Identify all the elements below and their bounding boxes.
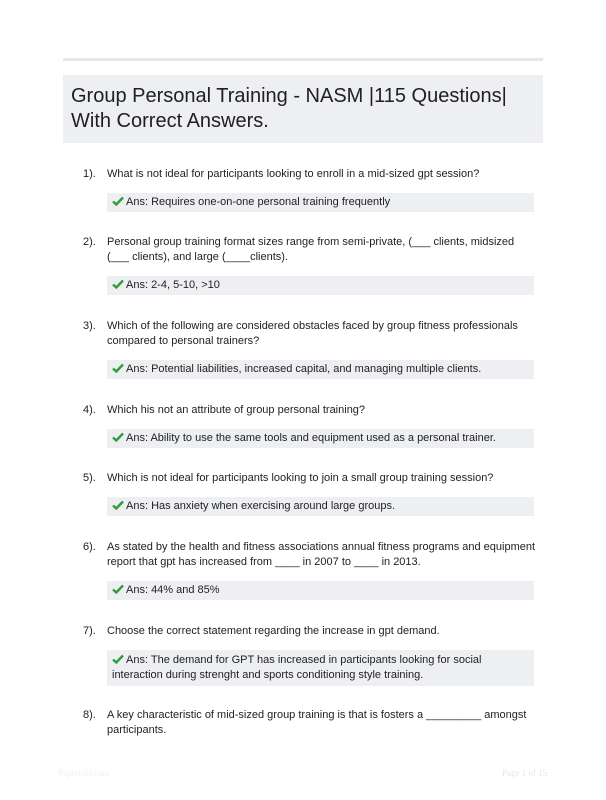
checkmark-icon bbox=[112, 363, 124, 373]
footer-site: Papertrill.com bbox=[58, 768, 110, 778]
checkmark-icon bbox=[112, 432, 124, 442]
checkmark-icon bbox=[112, 196, 124, 206]
question-number: 6). bbox=[83, 541, 96, 553]
question-text: Which of the following are considered obstacles faced by group fitness professionals compared to personal trainers? bbox=[107, 320, 518, 347]
answer-box bbox=[107, 429, 534, 448]
page-number: Page 1 of 15 bbox=[502, 768, 548, 778]
answer-box bbox=[107, 193, 534, 212]
question-number: 4). bbox=[83, 404, 96, 416]
answer-text: Ans: Has anxiety when exercising around large groups. bbox=[126, 500, 396, 512]
question-text: A key characteristic of mid-sized group training is that is fosters a _________ amongst participants. bbox=[107, 709, 527, 736]
answer-box bbox=[107, 497, 534, 516]
answer-box bbox=[107, 581, 534, 600]
answer-text: Ans: 2-4, 5-10, >10 bbox=[126, 279, 220, 291]
title-banner bbox=[63, 75, 543, 143]
answer-text: Ans: Ability to use the same tools and equipment used as a personal trainer. bbox=[126, 432, 496, 444]
question-text: Choose the correct statement regarding the increase in gpt demand. bbox=[107, 625, 440, 637]
question-number: 5). bbox=[83, 472, 96, 484]
answer-box bbox=[107, 276, 534, 295]
question-number: 7). bbox=[83, 625, 96, 637]
answer-box bbox=[107, 360, 534, 379]
top-rule bbox=[63, 58, 543, 61]
question-text: What is not ideal for participants looking to enroll in a mid-sized gpt session? bbox=[107, 168, 480, 180]
answer-text: Ans: Potential liabilities, increased capital, and managing multiple clients. bbox=[126, 363, 482, 375]
document-title: Group Personal Training - NASM |115 Questions| With Correct Answers. bbox=[71, 85, 507, 132]
answer-text: Ans: The demand for GPT has increased in participants looking for social interaction during strenght and sports conditioning style training. bbox=[112, 654, 482, 681]
checkmark-icon bbox=[112, 500, 124, 510]
question-number: 3). bbox=[83, 320, 96, 332]
question-number: 2). bbox=[83, 236, 96, 248]
answer-text: Ans: 44% and 85% bbox=[126, 584, 220, 596]
question-text: Personal group training format sizes range from semi-private, (___ clients, midsized (___ clients), and large (____clients). bbox=[107, 236, 515, 263]
checkmark-icon bbox=[112, 584, 124, 594]
question-text: Which his not an attribute of group personal training? bbox=[107, 404, 366, 416]
question-number: 1). bbox=[83, 168, 96, 180]
checkmark-icon bbox=[112, 654, 124, 664]
question-number: 8). bbox=[83, 709, 96, 721]
question-text: Which is not ideal for participants looking to join a small group training session? bbox=[107, 472, 494, 484]
answer-box bbox=[107, 650, 534, 686]
answer-text: Ans: Requires one-on-one personal training frequently bbox=[126, 196, 391, 208]
question-text: As stated by the health and fitness associations annual fitness programs and equipment report that gpt has increased from ____ in 2007 to ____ in 2013. bbox=[107, 541, 536, 568]
checkmark-icon bbox=[112, 279, 124, 289]
